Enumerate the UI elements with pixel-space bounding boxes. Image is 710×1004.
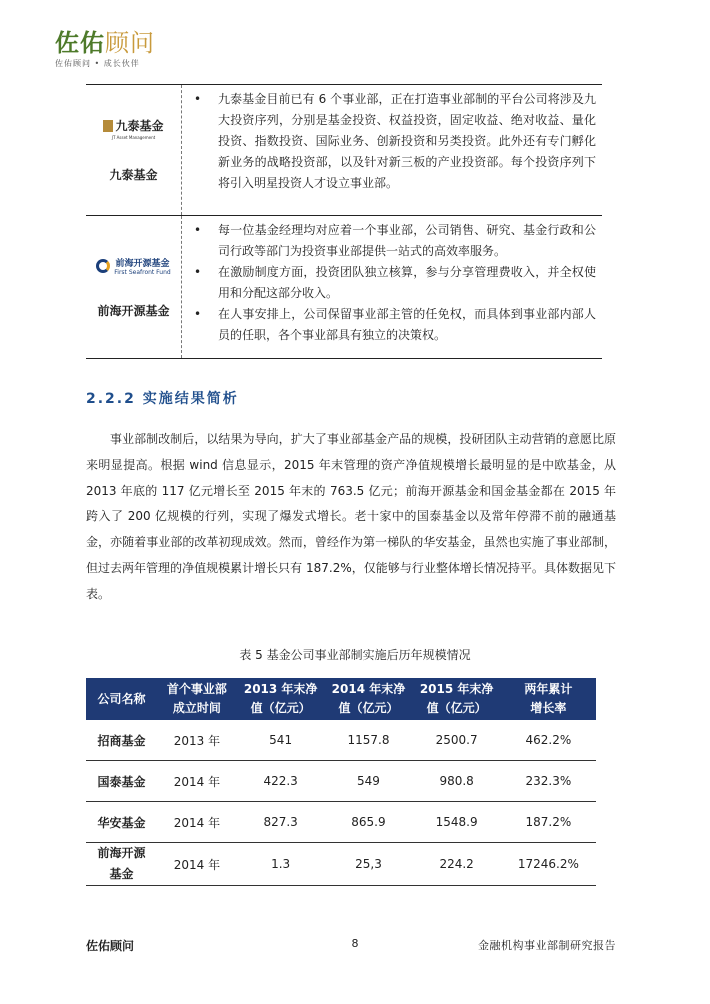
bullet-text: 在人事安排上，公司保留事业部主管的任免权，而具体到事业部内部人员的任职，各个事业部具有独立的决策权。 [218,307,596,342]
cell-year: 2014 年 [157,761,237,802]
cell-company: 国泰基金 [86,761,157,802]
column-header-line: 2013 年末净 [243,682,318,696]
column-header-line: 值（亿元） [250,701,311,715]
column-header [413,678,501,720]
company-row-jiutai [86,85,602,216]
bullet-icon: • [194,265,202,279]
qianhai-logo [96,256,170,276]
table-row [86,802,596,843]
company-cell [86,85,182,216]
jiutai-logo [103,117,163,140]
body-paragraph: 事业部制改制后，以结果为导向，扩大了事业部基金产品的规模，投研团队主动营销的意愿比原来明显提高。根据 wind 信息显示，2015 年末管理的资产净值规模增长最明显的是中欧基金，从 2013 年底的 117 亿元增长至 2015 年末的 763.5 亿元；前海开源基金和国金基金都在 2015 年跨入了 200 亿规模的行列，实现了爆发式增长。老十家中的国泰基金以及常年停滞不前的融通基金，亦随着事业部的改革初现成效。然而，曾经作为第一梯队的华安基金，虽然也实施了事业部制，但过去两年管理的净值规模累计增长只有 187.2%，仅能够与行业整体增长情况持平。具体数据见下表。 [86,432,616,601]
column-header-line: 成立时间 [172,701,221,715]
bullet-item [190,262,596,304]
table-caption: 表 5 基金公司事业部制实施后历年规模情况 [239,648,471,662]
cell-company [86,843,157,886]
cell-2015: 224.2 [413,843,501,886]
cell-company-line: 基金 [109,867,134,881]
cell-2013: 422.3 [237,761,325,802]
company-name: 前海开源基金 [97,303,170,318]
column-header-line: 2015 年末净 [419,682,494,696]
column-header-line: 值（亿元） [426,701,487,715]
cell-growth: 462.2% [501,720,596,761]
qianhai-logo-circle-icon [96,259,110,273]
company-row-qianhai [86,216,602,359]
jiutai-logo-cn: 九泰基金 [115,119,164,133]
cell-2014: 549 [324,761,412,802]
company-description [182,216,603,359]
cell-2015: 2500.7 [413,720,501,761]
cell-2013: 541 [237,720,325,761]
cell-2014: 865.9 [324,802,412,843]
company-name: 九泰基金 [109,168,158,182]
bullet-item [190,89,596,194]
cell-2013: 827.3 [237,802,325,843]
cell-2013: 1.3 [237,843,325,886]
company-description [182,85,603,216]
qianhai-logo-en: First Seafront Fund [114,268,171,276]
bullet-text: 每一位基金经理均对应着一个事业部，公司销售、研究、基金行政和公司行政等部门为投资事业部提供一站式的高效率服务。 [218,223,596,258]
cell-growth: 17246.2% [501,843,596,886]
logo-main-left: 佐佑 [55,28,105,57]
company-cell [86,216,182,359]
cell-company: 招商基金 [86,720,157,761]
column-header-line: 增长率 [530,701,567,715]
cell-2014: 25,3 [324,843,412,886]
bullet-item [190,220,596,262]
cell-growth: 232.3% [501,761,596,802]
bullet-icon: • [194,307,202,321]
jiutai-logo-en: JT Asset Management [111,135,156,140]
column-header [86,678,157,720]
page-number: 8 [351,937,359,950]
footer-brand: 佐佑顾问 [86,939,135,953]
jiutai-logo-mark-icon [103,120,113,132]
bullet-text: 九泰基金目前已有 6 个事业部，正在打造事业部制的平台公司将涉及九大投资序列，分别是基金投资、权益投资，固定收益、绝对收益、量化投资、指数投资、国际业务、创新投资和另类投资。此外还有专门孵化新业务的战略投资部，以及针对新三板的产业投资部。每个投资序列下将引入明星投资人才设立事业部。 [218,92,596,190]
footer-report-title: 金融机构事业部制研究报告 [478,939,616,952]
cell-company-line: 前海开源 [97,846,146,860]
cell-year: 2013 年 [157,720,237,761]
logo-wordmark [55,30,155,56]
cell-2015: 980.8 [413,761,501,802]
bullet-item [190,304,596,346]
bullet-icon: • [194,92,202,106]
column-header-line: 两年累计 [524,682,573,696]
column-header [324,678,412,720]
bullet-text: 在激励制度方面，投资团队独立核算，参与分享管理费收入，并全权使用和分配这部分收入。 [218,265,596,300]
table-row [86,843,596,886]
column-header [501,678,596,720]
column-header-line: 首个事业部 [166,682,227,696]
column-header-line: 值（亿元） [338,701,399,715]
cell-growth: 187.2% [501,802,596,843]
column-header [237,678,325,720]
column-header [157,678,237,720]
bullet-icon: • [194,223,202,237]
qianhai-logo-cn: 前海开源基金 [115,258,170,269]
column-header-line: 公司名称 [97,691,146,706]
company-logo [55,30,155,69]
table-row [86,761,596,802]
section-title: 2.2.2 实施结果简析 [86,391,239,407]
cell-year: 2014 年 [157,843,237,886]
column-header-line: 2014 年末净 [331,682,406,696]
logo-slogan: 佐佑顾问 • 成长伙伴 [55,59,140,68]
cell-year: 2014 年 [157,802,237,843]
cell-company: 华安基金 [86,802,157,843]
scale-data-table [86,678,596,886]
logo-main-right: 顾问 [105,29,155,57]
table-row [86,720,596,761]
table-header-row [86,678,596,720]
cell-2014: 1157.8 [324,720,412,761]
cell-2015: 1548.9 [413,802,501,843]
company-comparison-table [86,84,602,359]
